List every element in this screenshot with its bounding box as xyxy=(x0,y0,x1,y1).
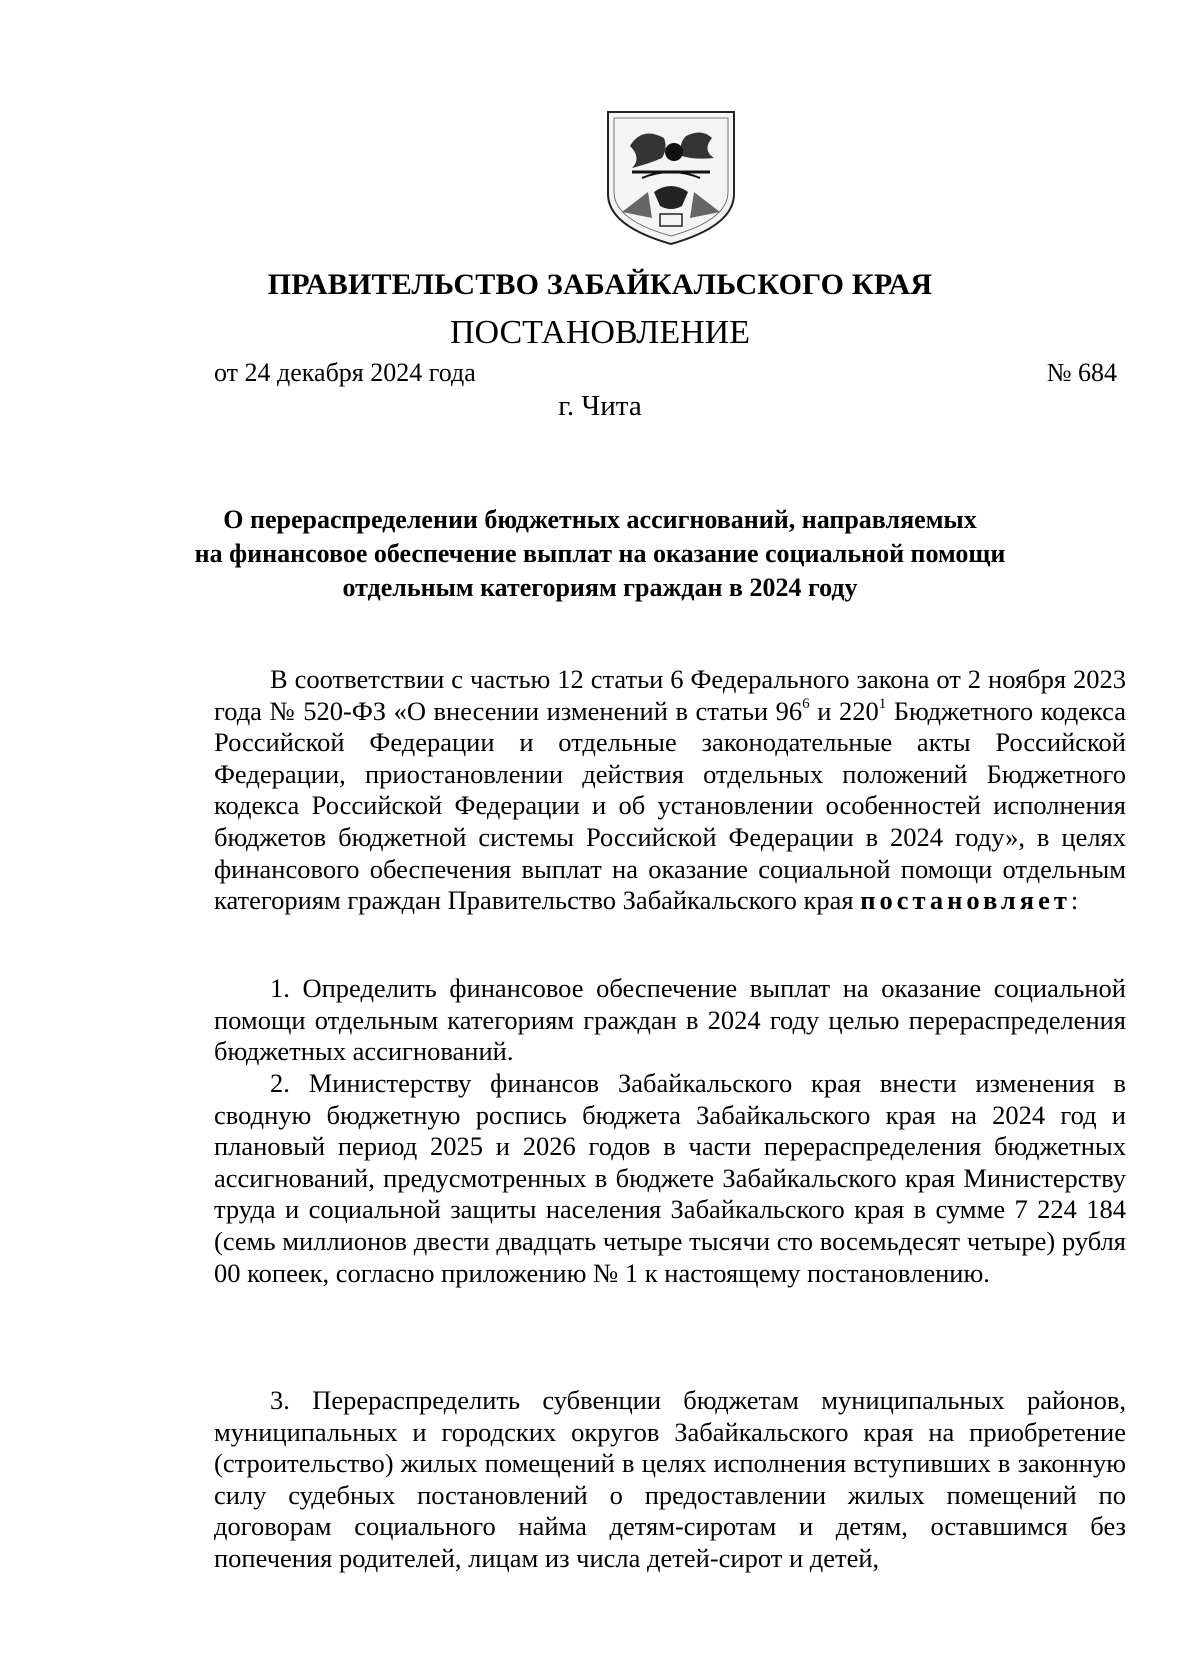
preamble-text: В соответствии с частью 12 статьи 6 Федерального закона от 2 ноября 2023 года № 520-ФЗ «О внесении изменений в статьи 96 xyxy=(214,664,1126,726)
document-title xyxy=(160,503,1040,605)
document-type: ПОСТАНОВЛЕНИЕ xyxy=(449,314,751,351)
preamble-text: Бюджетного кодекса Российской Федерации и отдельные законодательные акты Российской Федерации, приостановлении действия отдельных положений Бюджетного кодекса Российской Федерации и об установлении особенностей исполнения бюджетов бюджетной системы Российской Федерации в 2024 году», в целях финансового обеспечения выплат на оказание социальной помощи отдельным категориям граждан Правительство Забайкальского края xyxy=(214,695,1126,916)
item-3: 3. Перераспределить субвенции бюджетам муниципальных районов, муниципальных и городских округов Забайкальского края на приобретение (строительство) жилых помещений в целях исполнения вступивших в законную силу судебных постановлений о предоставлении жилых помещений по договорам социального найма детям-сиротам и детям, оставшимся без попечения родителей, лицам из числа детей-сирот и детей, xyxy=(214,1385,1126,1573)
title-line: отдельным категориям граждан в 2024 году xyxy=(342,573,858,602)
item-2: 2. Министерству финансов Забайкальского края внести изменения в сводную бюджетную роспись бюджета Забайкальского края на 2024 год и плановый период 2025 и 2026 годов в части перераспределения бюджетных ассигнований, предусмотренных в бюджете Забайкальского края Министерству труда и социальной защиты населения Забайкальского края в сумме 7 224 184 (семь миллионов двести двадцать четыре тысячи сто восемьдесят четыре) рубля 00 копеек, согласно приложению № 1 к настоящему постановлению. xyxy=(214,1068,1126,1288)
preamble-paragraph xyxy=(214,664,1126,917)
item-paragraph xyxy=(214,1068,1126,1289)
item-paragraph xyxy=(214,973,1126,1068)
preamble-text: и 220 xyxy=(809,695,879,726)
superscript: 6 xyxy=(802,695,810,712)
title-line: на финансовое обеспечение выплат на оказание социальной помощи xyxy=(194,539,1006,568)
document-city: г. Чита xyxy=(558,390,642,422)
item-paragraph xyxy=(214,1385,1126,1575)
item-1: 1. Определить финансовое обеспечение выплат на оказание социальной помощи отдельным категориям граждан в 2024 году целью перераспределения бюджетных ассигнований. xyxy=(214,973,1126,1067)
title-line: О перераспределении бюджетных ассигнований, направляемых xyxy=(223,505,977,534)
document-number: № 684 xyxy=(1046,358,1117,387)
superscript: 1 xyxy=(878,695,887,712)
colon: : xyxy=(1070,885,1079,916)
resolves-word: постановляет xyxy=(860,885,1071,916)
coat-of-arms-icon xyxy=(602,108,740,248)
government-name: ПРАВИТЕЛЬСТВО ЗАБАЙКАЛЬСКОГО КРАЯ xyxy=(267,268,933,301)
document-date: от 24 декабря 2024 года xyxy=(214,358,476,387)
